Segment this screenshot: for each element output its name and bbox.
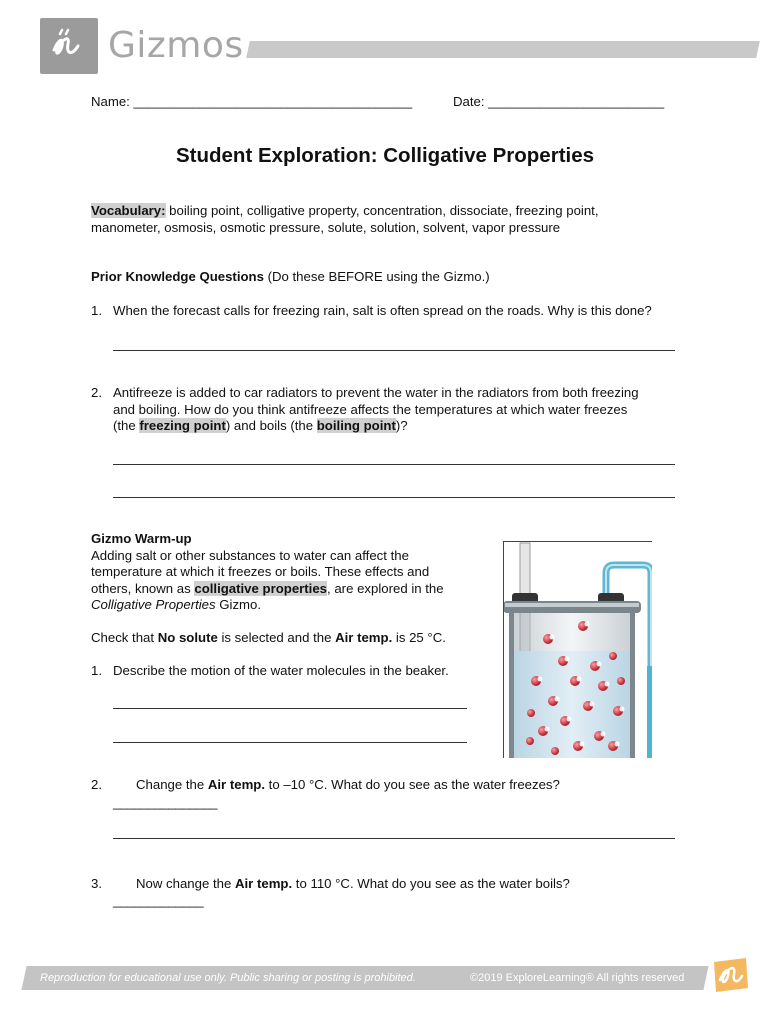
wu-q2-answer-line[interactable] xyxy=(113,838,675,839)
check-a: Check that xyxy=(91,630,158,645)
pk-q2-number: 2. xyxy=(91,385,102,400)
vocabulary-label: Vocabulary: xyxy=(91,203,166,218)
name-field[interactable]: Name: ______________________________________ xyxy=(91,94,413,109)
warmup-line-3b: , are explored in the xyxy=(327,580,444,596)
wu-q2-c: to –10 °C. What do you see as the water freezes? xyxy=(265,777,560,792)
check-c: is selected and the xyxy=(217,630,336,645)
pk-q1-answer-line[interactable] xyxy=(113,350,675,351)
header-decor-bar xyxy=(246,41,760,58)
boiling-point-term: boiling point xyxy=(316,418,396,433)
pk-q2-answer-line-1[interactable] xyxy=(113,464,675,465)
wu-q2-a: Change the xyxy=(136,777,208,792)
warmup-line-2: temperature at which it freezes or boils. These effects and xyxy=(91,564,430,579)
prior-knowledge-note: (Do these BEFORE using the Gizmo.) xyxy=(263,269,490,284)
freezing-point-term: freezing point xyxy=(139,418,226,433)
pk-q2-line-3a: (the xyxy=(113,418,140,433)
wu-q1-text: Describe the motion of the water molecules in the beaker. xyxy=(113,663,449,678)
gizmos-logo xyxy=(40,18,98,74)
wu-q3-a: Now change the xyxy=(136,876,235,891)
beaker-figure xyxy=(503,541,652,758)
wu-q3-number: 3. xyxy=(91,876,102,891)
pk-q2-answer-line-2[interactable] xyxy=(113,497,675,498)
vocabulary-section xyxy=(91,203,691,236)
explorelearning-logo-icon xyxy=(710,956,750,994)
wu-q2-air-temp: Air temp. xyxy=(207,777,266,792)
pk-q2-line-3c: )? xyxy=(395,418,408,433)
pk-q2-line-3b: ) and boils (the xyxy=(225,418,317,433)
wu-q2-number: 2. xyxy=(91,777,102,792)
pk-q2-line-1: Antifreeze is added to car radiators to prevent the water in the radiators from both freezing xyxy=(113,385,639,400)
wu-q3-blank[interactable]: _____________ xyxy=(113,893,204,908)
el-logo-icon xyxy=(48,26,90,66)
pk-q1-number: 1. xyxy=(91,303,102,318)
figure-border-left xyxy=(503,541,504,758)
brand-name: Gizmos xyxy=(108,25,244,66)
warmup-line-4b: Gizmo. xyxy=(215,597,262,612)
pk-q2-line-2: and boiling. How do you think antifreeze affects the temperatures at which water freezes xyxy=(113,401,628,417)
warmup-line-3a: others, known as xyxy=(91,580,195,596)
prior-knowledge-heading xyxy=(91,269,691,286)
no-solute-term: No solute xyxy=(157,630,218,645)
wu-q2-blank[interactable]: _______________ xyxy=(113,795,218,810)
vocabulary-terms-2: manometer, osmosis, osmotic pressure, solute, solution, solvent, vapor pressure xyxy=(91,219,561,235)
page-title: Student Exploration: Colligative Properties xyxy=(175,144,595,167)
warmup-check xyxy=(91,630,491,647)
check-d: is 25 °C. xyxy=(392,630,446,645)
colligative-properties-term: colligative properties xyxy=(194,580,328,596)
wu-q1-answer-line-1[interactable] xyxy=(113,708,467,709)
warmup-line-1: Adding salt or other substances to water can affect the xyxy=(91,547,409,563)
warmup-heading: Gizmo Warm-up xyxy=(91,531,192,546)
wu-q3-text xyxy=(136,876,696,893)
footer-copyright: ©2019 ExploreLearning® All rights reserved xyxy=(470,972,685,984)
figure-border-top xyxy=(503,541,652,542)
footer-notice: Reproduction for educational use only. Public sharing or posting is prohibited. xyxy=(40,972,416,984)
wu-q1-number: 1. xyxy=(91,663,102,678)
vocabulary-terms-1: boiling point, colligative property, concentration, dissociate, freezing point, xyxy=(165,203,599,218)
wu-q2-text xyxy=(136,777,696,794)
date-field[interactable]: Date: ________________________ xyxy=(453,94,665,109)
prior-knowledge-title: Prior Knowledge Questions xyxy=(91,269,264,284)
gizmo-name: Colligative Properties xyxy=(91,597,216,612)
wu-q3-c: to 110 °C. What do you see as the water boils? xyxy=(292,876,570,891)
air-temp-term: Air temp. xyxy=(335,630,393,645)
warmup-section xyxy=(91,531,481,614)
beaker-illustration xyxy=(503,541,652,758)
wu-q3-air-temp: Air temp. xyxy=(234,876,293,891)
wu-q1-answer-line-2[interactable] xyxy=(113,742,467,743)
pk-q1-text: When the forecast calls for freezing rain, salt is often spread on the roads. Why is this done? xyxy=(113,303,652,318)
pk-q2-text xyxy=(113,385,688,435)
